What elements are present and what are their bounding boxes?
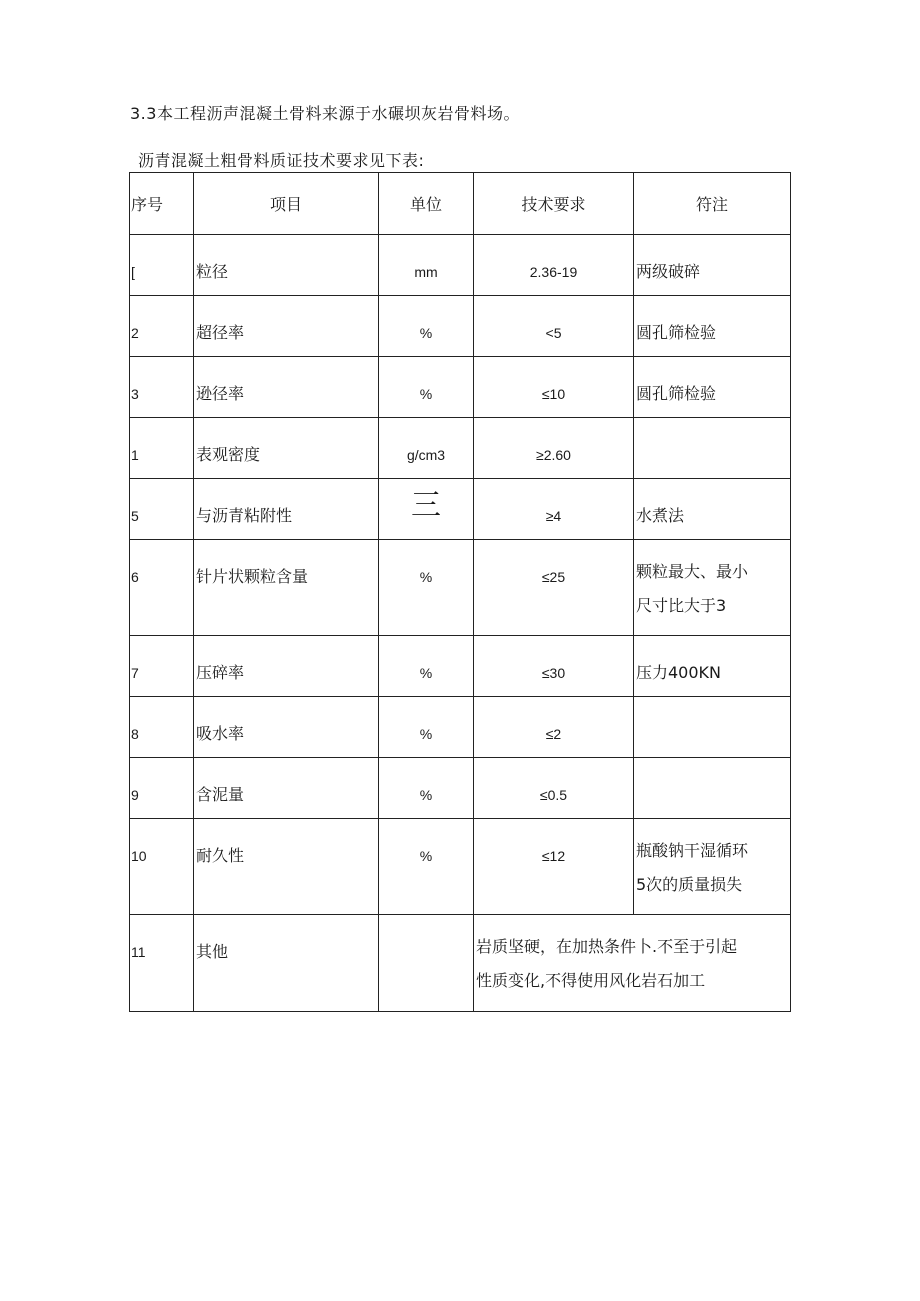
table-row: [130, 697, 791, 758]
table-row: [130, 479, 791, 540]
row-requirement: ≤0.5: [474, 758, 634, 819]
row-note: 圆孔筛检验: [634, 357, 791, 418]
row-item: 压碎率: [194, 636, 379, 697]
row-note: [634, 758, 791, 819]
merged-line: 性质变化,不得使用风化岩石加工: [476, 971, 706, 990]
row-note: 压力400KN: [634, 636, 791, 697]
row-no: 2: [130, 296, 194, 357]
merged-line: 岩质坚硬，在加热条件卜.不至于引起: [476, 937, 738, 956]
row-item: 其他: [194, 915, 379, 1012]
row-item: 耐久性: [194, 819, 379, 915]
table-row: [130, 540, 791, 636]
table-row: [130, 296, 791, 357]
note-line: 瓶酸钠干湿循环: [636, 841, 749, 860]
row-no: 9: [130, 758, 194, 819]
row-no: [: [130, 235, 194, 296]
row-item: 逊径率: [194, 357, 379, 418]
row-unit: 三: [379, 479, 474, 540]
row-requirement: ≥2.60: [474, 418, 634, 479]
row-note: [634, 418, 791, 479]
row-note: [634, 819, 791, 915]
row-unit: %: [379, 540, 474, 636]
row-requirement: ≤30: [474, 636, 634, 697]
aggregate-spec-table: [129, 172, 791, 1012]
row-item: 超径率: [194, 296, 379, 357]
row-no: 10: [130, 819, 194, 915]
row-no: 1: [130, 418, 194, 479]
row-no: 7: [130, 636, 194, 697]
table-row: [130, 819, 791, 915]
table-row: [130, 418, 791, 479]
row-note: [634, 697, 791, 758]
row-unit: %: [379, 357, 474, 418]
row-no: 11: [130, 915, 194, 1012]
table-row: [130, 758, 791, 819]
row-unit: %: [379, 636, 474, 697]
row-item: 吸水率: [194, 697, 379, 758]
row-no: 3: [130, 357, 194, 418]
header-no: 序号: [130, 173, 194, 235]
note-line: 颗粒最大、最小: [636, 562, 749, 581]
row-item: 针片状颗粒含量: [194, 540, 379, 636]
row-item: 表观密度: [194, 418, 379, 479]
header-item: 项目: [194, 173, 379, 235]
row-no: 5: [130, 479, 194, 540]
row-requirement: ≤12: [474, 819, 634, 915]
table-row: [130, 915, 791, 1012]
row-requirement: ≤10: [474, 357, 634, 418]
row-item: 与沥青粘附性: [194, 479, 379, 540]
row-note: [634, 540, 791, 636]
section-heading: 3.3本工程沥声混凝土骨料来源于水碾坝灰岩骨料场。: [130, 104, 520, 123]
row-no: 8: [130, 697, 194, 758]
row-requirement: ≥4: [474, 479, 634, 540]
row-unit: g/cm3: [379, 418, 474, 479]
row-note: 水煮法: [634, 479, 791, 540]
table-row: [130, 636, 791, 697]
row-no: 6: [130, 540, 194, 636]
note-line: 尺寸比大于3: [636, 596, 727, 615]
header-unit: 单位: [379, 173, 474, 235]
row-unit: mm: [379, 235, 474, 296]
table-header-row: [130, 173, 791, 235]
row-merged-requirement: [474, 915, 791, 1012]
row-item: 粒径: [194, 235, 379, 296]
row-requirement: <5: [474, 296, 634, 357]
header-requirement: 技术要求: [474, 173, 634, 235]
note-line: 5次的质量损失: [636, 875, 743, 894]
row-note: 两级破碎: [634, 235, 791, 296]
row-unit: %: [379, 296, 474, 357]
row-unit: %: [379, 819, 474, 915]
row-requirement: ≤25: [474, 540, 634, 636]
row-requirement: ≤2: [474, 697, 634, 758]
row-unit: %: [379, 758, 474, 819]
table-row: [130, 357, 791, 418]
row-unit: [379, 915, 474, 1012]
row-requirement: 2.36-19: [474, 235, 634, 296]
row-item: 含泥量: [194, 758, 379, 819]
row-unit: %: [379, 697, 474, 758]
row-note: 圆孔筛检验: [634, 296, 791, 357]
table-row: [130, 235, 791, 296]
header-note: 符注: [634, 173, 791, 235]
table-caption: 沥青混凝土粗骨料质证技术要求见下表:: [138, 151, 425, 170]
